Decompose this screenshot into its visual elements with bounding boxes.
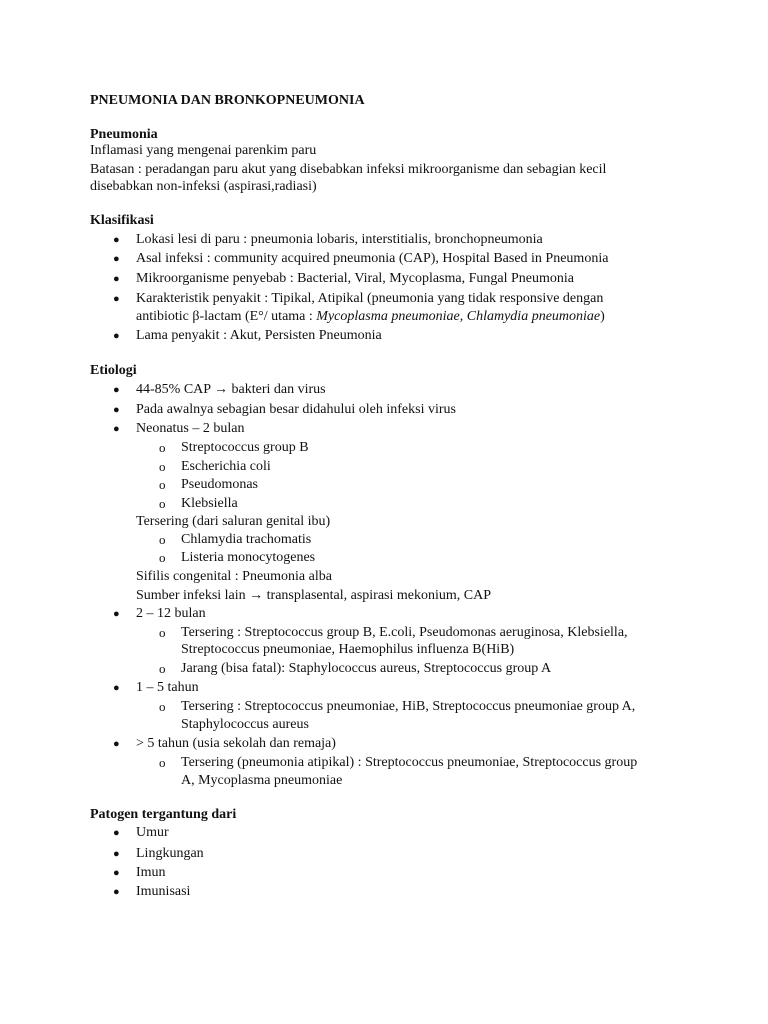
batasan-line-1: Batasan : peradangan paru akut yang disebabkan infeksi mikroorganisme dan sebagian kecil [90,162,607,177]
klasifikasi-item: Mikroorganisme penyebab : Bacterial, Viral, Mycoplasma, Fungal Pneumonia [136,271,574,286]
etiologi-item: Pada awalnya sebagian besar didahului oleh infeksi virus [136,402,456,417]
patogen-item: Imun [136,865,166,880]
bullet-icon: ● [113,293,120,305]
sub-bullet-icon: o [159,755,166,770]
tersering-label: Tersering (dari saluran genital ibu) [136,514,331,529]
etiologi-subitem: Tersering : Streptococcus group B, E.coli, Pseudomonas aeruginosa, Klebsiella, [181,625,628,640]
heading-pneumonia: Pneumonia [90,127,158,142]
item4-ital-2: Chlamydia pneumoniae [466,309,601,324]
bullet-icon: ● [113,423,120,435]
bullet-icon: ● [113,867,120,879]
etiologi-item: > 5 tahun (usia sekolah dan remaja) [136,736,336,751]
etiologi-subitem: Tersering : Streptococcus pneumoniae, HiB, Streptococcus pneumoniae group A, [181,699,636,714]
etiologi-item: 2 – 12 bulan [136,606,206,621]
document-title: PNEUMONIA DAN BRONKOPNEUMONIA [90,93,365,108]
batasan-line-2: disebabkan non-infeksi (aspirasi,radiasi) [90,179,317,194]
patogen-item: Imunisasi [136,884,191,899]
klasifikasi-item: Lokasi lesi di paru : pneumonia lobaris, interstitialis, bronchopneumonia [136,232,543,247]
bullet-icon: ● [113,404,120,416]
item4-post: ) [600,309,605,324]
etiologi-subitem: Tersering (pneumonia atipikal) : Streptococcus pneumoniae, Streptococcus group [181,755,638,770]
etiologi-item: 44-85% CAP → bakteri dan virus [136,382,326,397]
sub-bullet-icon: o [159,550,166,565]
bullet-icon: ● [113,848,120,860]
sifilis-line: Sifilis congenital : Pneumonia alba [136,569,332,584]
bullet-icon: ● [113,886,120,898]
etiologi-subitem-continued: Streptococcus pneumoniae, Haemophilus influenza B(HiB) [181,642,515,657]
etiologi-subitem-continued: A, Mycoplasma pneumoniae [181,773,343,788]
heading-patogen: Patogen tergantung dari [90,807,237,822]
etiologi-subitem: Chlamydia trachomatis [181,532,312,547]
sub-bullet-icon: o [159,459,166,474]
item4-pre: antibiotic β-lactam (E°/ utama : [136,309,317,324]
bullet-icon: ● [113,234,120,246]
etiologi-subitem-continued: Staphylococcus aureus [181,717,309,732]
etiologi-subitem: Escherichia coli [181,459,271,474]
pneumonia-definition: Inflamasi yang mengenai parenkim paru [90,143,317,158]
sub-bullet-icon: o [159,532,166,547]
etiologi-item: Neonatus – 2 bulan [136,421,245,436]
etiologi-subitem: Klebsiella [181,496,238,511]
patogen-item: Umur [136,825,169,840]
bullet-icon: ● [113,330,120,342]
sub-bullet-icon: o [159,477,166,492]
klasifikasi-item: Asal infeksi : community acquired pneumonia (CAP), Hospital Based in Pneumonia [136,251,609,266]
bullet-icon: ● [113,827,120,839]
bullet-icon: ● [113,608,120,620]
klasifikasi-item: Lama penyakit : Akut, Persisten Pneumonia [136,328,382,343]
bullet-icon: ● [113,682,120,694]
sub-bullet-icon: o [159,496,166,511]
etiologi-subitem: Streptococcus group B [181,440,309,455]
bullet-icon: ● [113,738,120,750]
etiologi-item: 1 – 5 tahun [136,680,199,695]
bullet-icon: ● [113,273,120,285]
klasifikasi-item-continued [136,308,605,326]
sub-bullet-icon: o [159,699,166,714]
sub-bullet-icon: o [159,661,166,676]
heading-etiologi: Etiologi [90,363,137,378]
etiologi-subitem: Pseudomonas [181,477,258,492]
sumber-line: Sumber infeksi lain → transplasental, aspirasi mekonium, CAP [136,588,492,603]
etiologi-subitem: Jarang (bisa fatal): Staphylococcus aureus, Streptococcus group A [181,661,552,676]
sub-bullet-icon: o [159,440,166,455]
etiologi-subitem: Listeria monocytogenes [181,550,316,565]
sub-bullet-icon: o [159,625,166,640]
klasifikasi-item: Karakteristik penyakit : Tipikal, Atipikal (pneumonia yang tidak responsive dengan [136,291,604,306]
heading-klasifikasi: Klasifikasi [90,213,154,228]
bullet-icon: ● [113,253,120,265]
patogen-item: Lingkungan [136,846,204,861]
item4-ital-1: Mycoplasma pneumoniae, [316,309,464,324]
bullet-icon: ● [113,384,120,396]
